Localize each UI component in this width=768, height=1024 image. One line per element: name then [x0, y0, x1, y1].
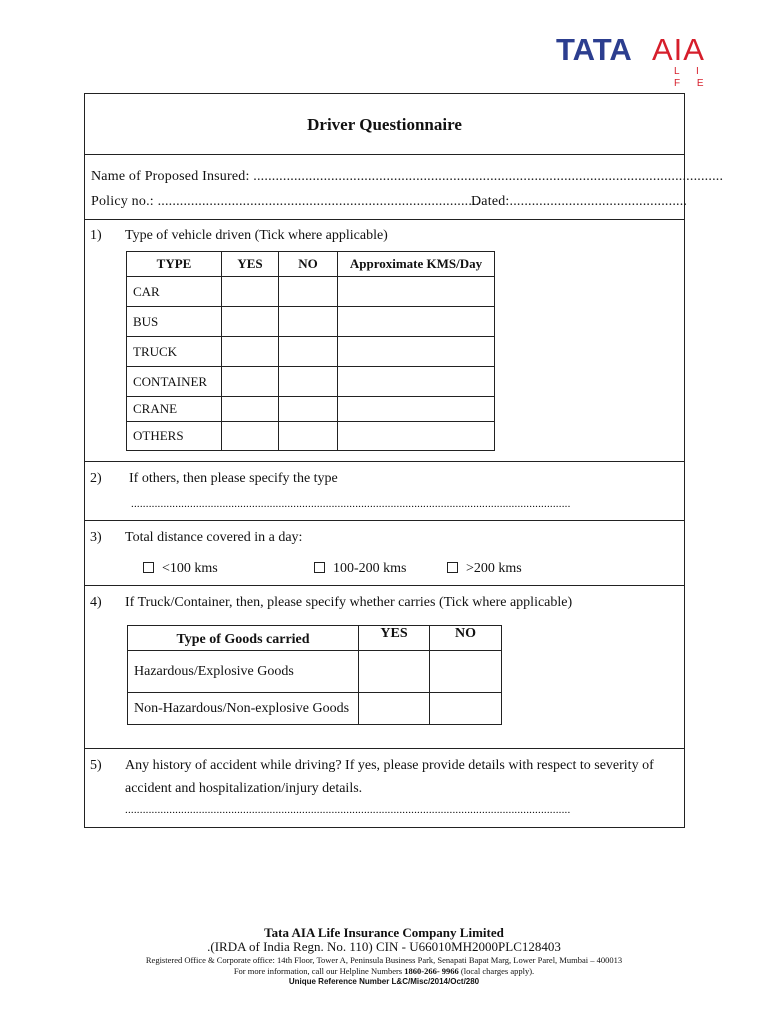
accident-details-field[interactable]: ....................................................................................................................................................... [125, 804, 571, 816]
hazardous-yes-cell[interactable] [359, 651, 430, 693]
table-row [128, 693, 502, 725]
question-5-number: 5) [90, 758, 102, 773]
col-header-no: NO [430, 626, 502, 651]
container-no-cell[interactable] [279, 367, 338, 397]
bus-yes-cell[interactable] [222, 307, 279, 337]
table-row [127, 422, 495, 451]
checkbox-icon[interactable] [143, 562, 154, 573]
car-no-cell[interactable] [279, 277, 338, 307]
car-kms-cell[interactable] [338, 277, 495, 307]
question-4-number: 4) [90, 595, 102, 610]
table-row [127, 337, 495, 367]
distance-option-label: >200 kms [466, 561, 522, 576]
distance-option-100-200[interactable] [314, 560, 407, 578]
col-header-no: NO [279, 252, 338, 277]
others-kms-cell[interactable] [338, 422, 495, 451]
question-2-section [85, 462, 684, 521]
truck-kms-cell[interactable] [338, 337, 495, 367]
footer-reference-number: Unique Reference Number L&C/Misc/2014/Oct/280 [288, 977, 480, 986]
question-3-section [85, 521, 684, 586]
form-title: Driver Questionnaire [307, 115, 462, 134]
non-hazardous-no-cell[interactable] [430, 693, 502, 725]
col-header-kms: Approximate KMS/Day [338, 252, 495, 277]
footer-company-name: Tata AIA Life Insurance Company Limited [264, 925, 504, 940]
container-yes-cell[interactable] [222, 367, 279, 397]
vehicle-type-crane: CRANE [127, 397, 222, 422]
question-1-number: 1) [90, 228, 102, 243]
vehicle-type-container: CONTAINER [127, 367, 222, 397]
table-row [127, 307, 495, 337]
goods-type-non-hazardous: Non-Hazardous/Non-explosive Goods [128, 693, 359, 725]
goods-type-hazardous: Hazardous/Explosive Goods [128, 651, 359, 693]
question-5-section [85, 749, 684, 827]
checkbox-icon[interactable] [314, 562, 325, 573]
bus-kms-cell[interactable] [338, 307, 495, 337]
distance-option-over-200[interactable] [447, 560, 522, 578]
vehicle-type-table [126, 251, 495, 451]
distance-option-label: 100-200 kms [333, 561, 407, 576]
col-header-yes: YES [222, 252, 279, 277]
col-header-yes: YES [359, 626, 430, 651]
policy-number-field[interactable]: Policy no.: ....................................................................................... [91, 194, 480, 209]
insured-details-section [85, 155, 724, 220]
table-row [127, 397, 495, 422]
others-no-cell[interactable] [279, 422, 338, 451]
table-row [128, 651, 502, 693]
logo-subtitle: L I F E [674, 66, 711, 89]
others-yes-cell[interactable] [222, 422, 279, 451]
vehicle-type-car: CAR [127, 277, 222, 307]
distance-option-label: <100 kms [162, 561, 218, 576]
checkbox-icon[interactable] [447, 562, 458, 573]
footer-registration: .(IRDA of India Regn. No. 110) CIN - U66010MH2000PLC128403 [207, 939, 561, 954]
footer-office-address: Registered Office & Corporate office: 14th Floor, Tower A, Peninsula Business Park, Senapati Bapat Marg, Lower Parel, Mumbai – 400013 [145, 955, 623, 965]
title-section [85, 94, 684, 155]
truck-yes-cell[interactable] [222, 337, 279, 367]
col-header-goods-type: Type of Goods carried [128, 626, 359, 651]
table-row [127, 277, 495, 307]
vehicle-type-bus: BUS [127, 307, 222, 337]
table-row [127, 367, 495, 397]
other-vehicle-type-field[interactable]: ..................................................................................................................................................... [131, 498, 571, 510]
truck-no-cell[interactable] [279, 337, 338, 367]
non-hazardous-yes-cell[interactable] [359, 693, 430, 725]
logo-brand-tata: TATA [556, 32, 632, 67]
question-5-text-line-2: accident and hospitalization/injury details. [125, 781, 363, 796]
car-yes-cell[interactable] [222, 277, 279, 307]
logo-brand-aia: AIA [652, 32, 705, 67]
footer-helpline-number: 1860-266- 9966 [404, 966, 459, 976]
distance-option-under-100[interactable] [143, 560, 218, 578]
crane-kms-cell[interactable] [338, 397, 495, 422]
question-4-text: If Truck/Container, then, please specify whether carries (Tick where applicable) [125, 595, 573, 610]
col-header-type: TYPE [127, 252, 222, 277]
crane-no-cell[interactable] [279, 397, 338, 422]
tata-aia-logo [556, 32, 716, 89]
dated-field[interactable]: Dated:................................................ [471, 194, 688, 209]
question-2-text: If others, then please specify the type [129, 471, 338, 486]
question-3-number: 3) [90, 530, 102, 545]
question-1-section [85, 220, 684, 462]
bus-no-cell[interactable] [279, 307, 338, 337]
question-2-number: 2) [90, 471, 102, 486]
hazardous-no-cell[interactable] [430, 651, 502, 693]
question-5-text-line-1: Any history of accident while driving? If yes, please provide details with respect to severity of [125, 758, 654, 773]
questionnaire-form [84, 93, 724, 828]
question-3-text: Total distance covered in a day: [125, 530, 303, 545]
footer-helpline-prefix: For more information, call our Helpline Numbers [233, 966, 405, 976]
crane-yes-cell[interactable] [222, 397, 279, 422]
question-4-section [85, 586, 684, 749]
vehicle-type-truck: TRUCK [127, 337, 222, 367]
container-kms-cell[interactable] [338, 367, 495, 397]
name-of-proposed-insured-field[interactable]: Name of Proposed Insured: ............................................................................................................................... [91, 169, 724, 184]
footer-helpline [0, 966, 768, 976]
goods-carried-table [127, 625, 502, 725]
footer-helpline-suffix: (local charges apply). [458, 966, 535, 976]
vehicle-type-others: OTHERS [127, 422, 222, 451]
question-1-text: Type of vehicle driven (Tick where applicable) [125, 228, 388, 243]
